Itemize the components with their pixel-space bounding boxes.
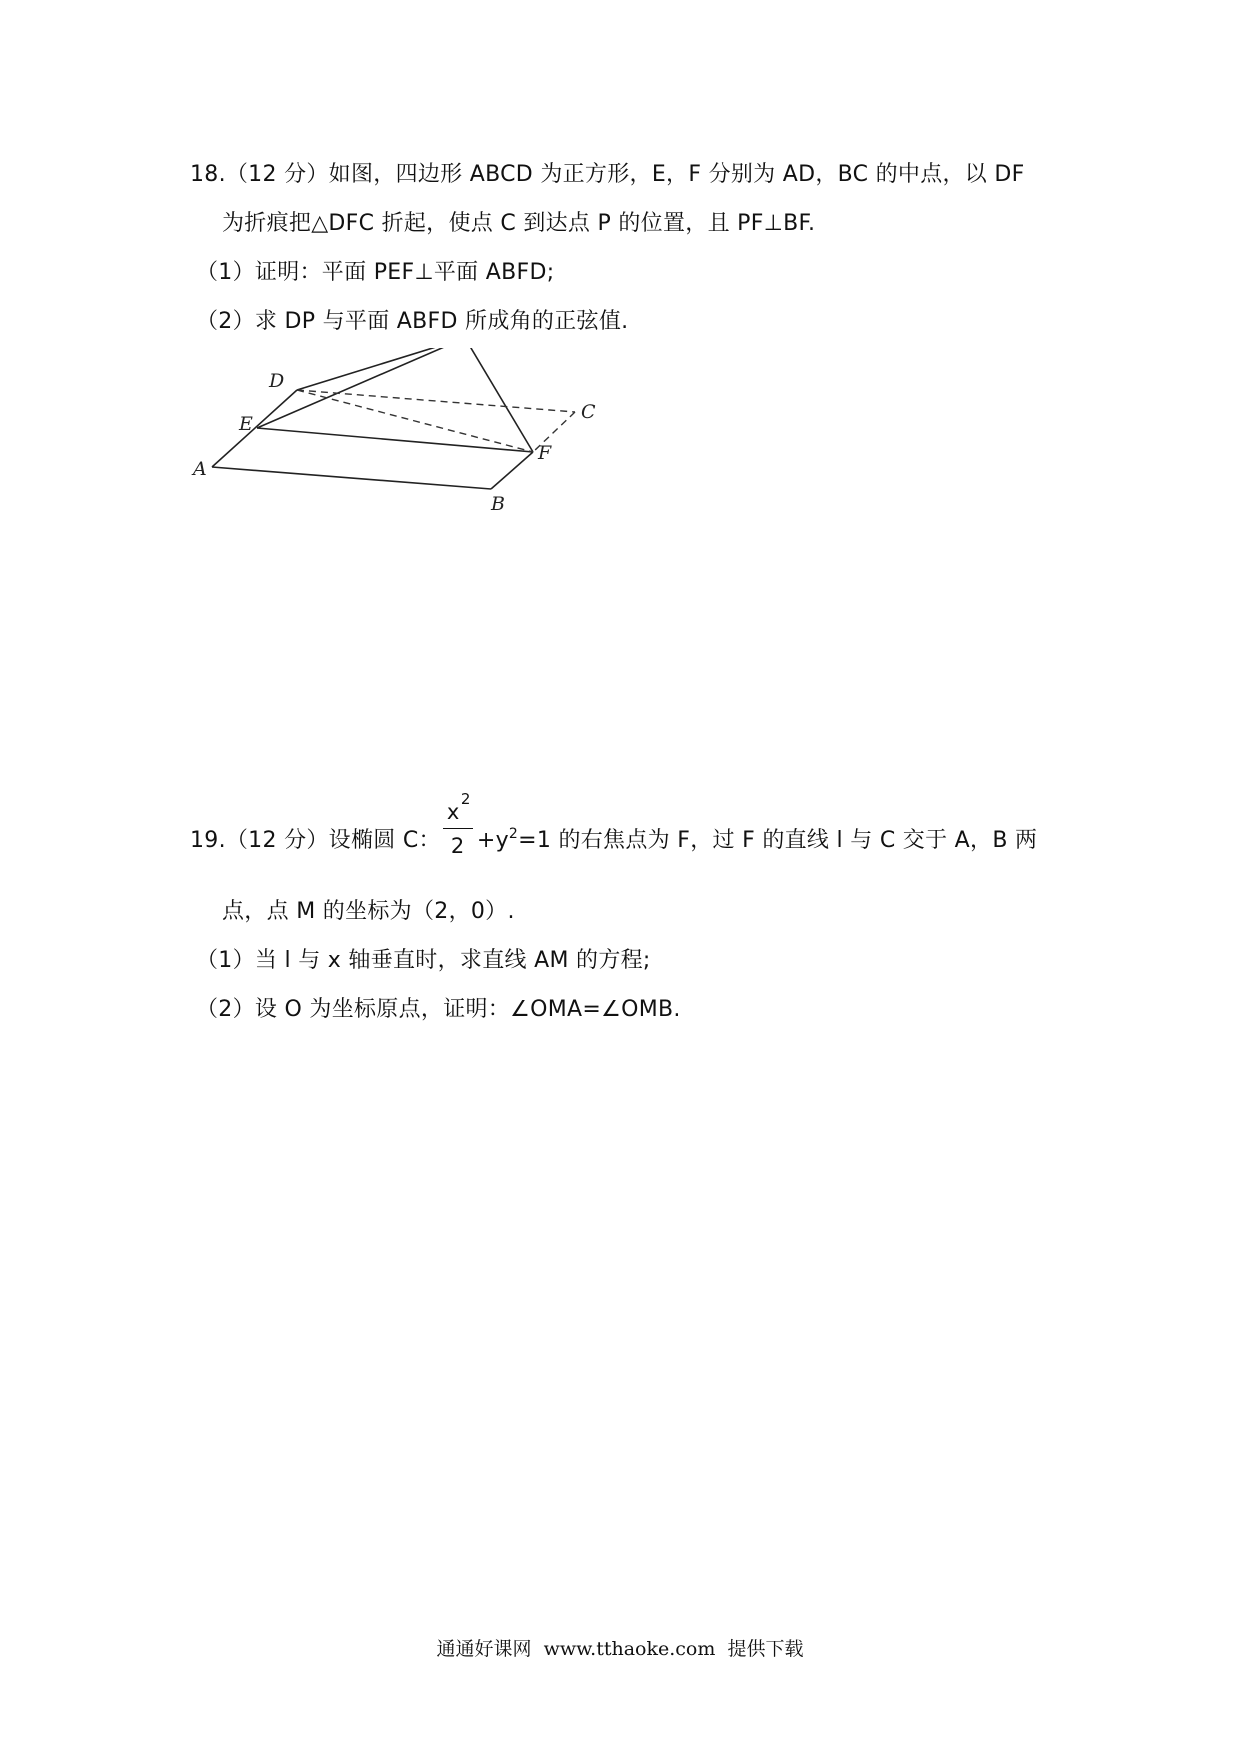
fraction-numerator: x <box>446 800 460 824</box>
q19-part-2: （2）设 O 为坐标原点，证明：∠OMA=∠OMB. <box>196 997 681 1022</box>
edge-AD <box>212 390 297 467</box>
q19-stem-line-2: 点，点 M 的坐标为（2，0）. <box>222 899 515 924</box>
q18-stem-line-2: 为折痕把△DFC 折起，使点 C 到达点 P 的位置，且 PF⊥BF. <box>222 211 816 236</box>
fraction-bar <box>443 828 473 829</box>
edge-PE <box>257 348 465 428</box>
q19-stem-prefix: 19.（12 分）设椭圆 C： <box>190 828 441 853</box>
q18-part-2: （2）求 DP 与平面 ABFD 所成角的正弦值. <box>196 309 629 334</box>
footer-source-note: 通通好课网 www.tthaoke.com 提供下载 <box>436 1638 804 1660</box>
q19-stem-line-1 <box>190 790 1038 858</box>
q18-geometry-figure <box>190 348 630 580</box>
label-D: D <box>269 370 285 392</box>
fraction-denominator: 2 <box>450 834 465 858</box>
label-C: C <box>581 401 596 423</box>
label-F: F <box>538 442 552 464</box>
q18-stem-line-1: 18.（12 分）如图，四边形 ABCD 为正方形，E，F 分别为 AD，BC 的中点，以 DF <box>190 162 1025 187</box>
q19-stem-suffix: =1 的右焦点为 F，过 F 的直线 l 与 C 交于 A，B 两 <box>518 828 1038 853</box>
edge-AB <box>212 467 491 489</box>
q18-part-1: （1）证明：平面 PEF⊥平面 ABFD; <box>196 260 555 285</box>
q19-stem-mid-exponent: 2 <box>508 826 519 842</box>
label-E: E <box>239 413 253 435</box>
edge-BF <box>491 452 533 489</box>
q19-part-1: （1）当 l 与 x 轴垂直时，求直线 AM 的方程; <box>196 948 651 973</box>
edge-PD <box>297 348 465 390</box>
dashed-edge-DF <box>297 390 533 452</box>
edge-EF <box>257 428 533 452</box>
q19-stem-mid: +y <box>476 828 509 853</box>
dashed-edge-DC <box>297 390 575 412</box>
label-A: A <box>193 458 207 480</box>
fraction-numerator-exponent: 2 <box>460 790 471 808</box>
ellipse-fraction <box>443 790 475 858</box>
label-B: B <box>491 493 505 515</box>
